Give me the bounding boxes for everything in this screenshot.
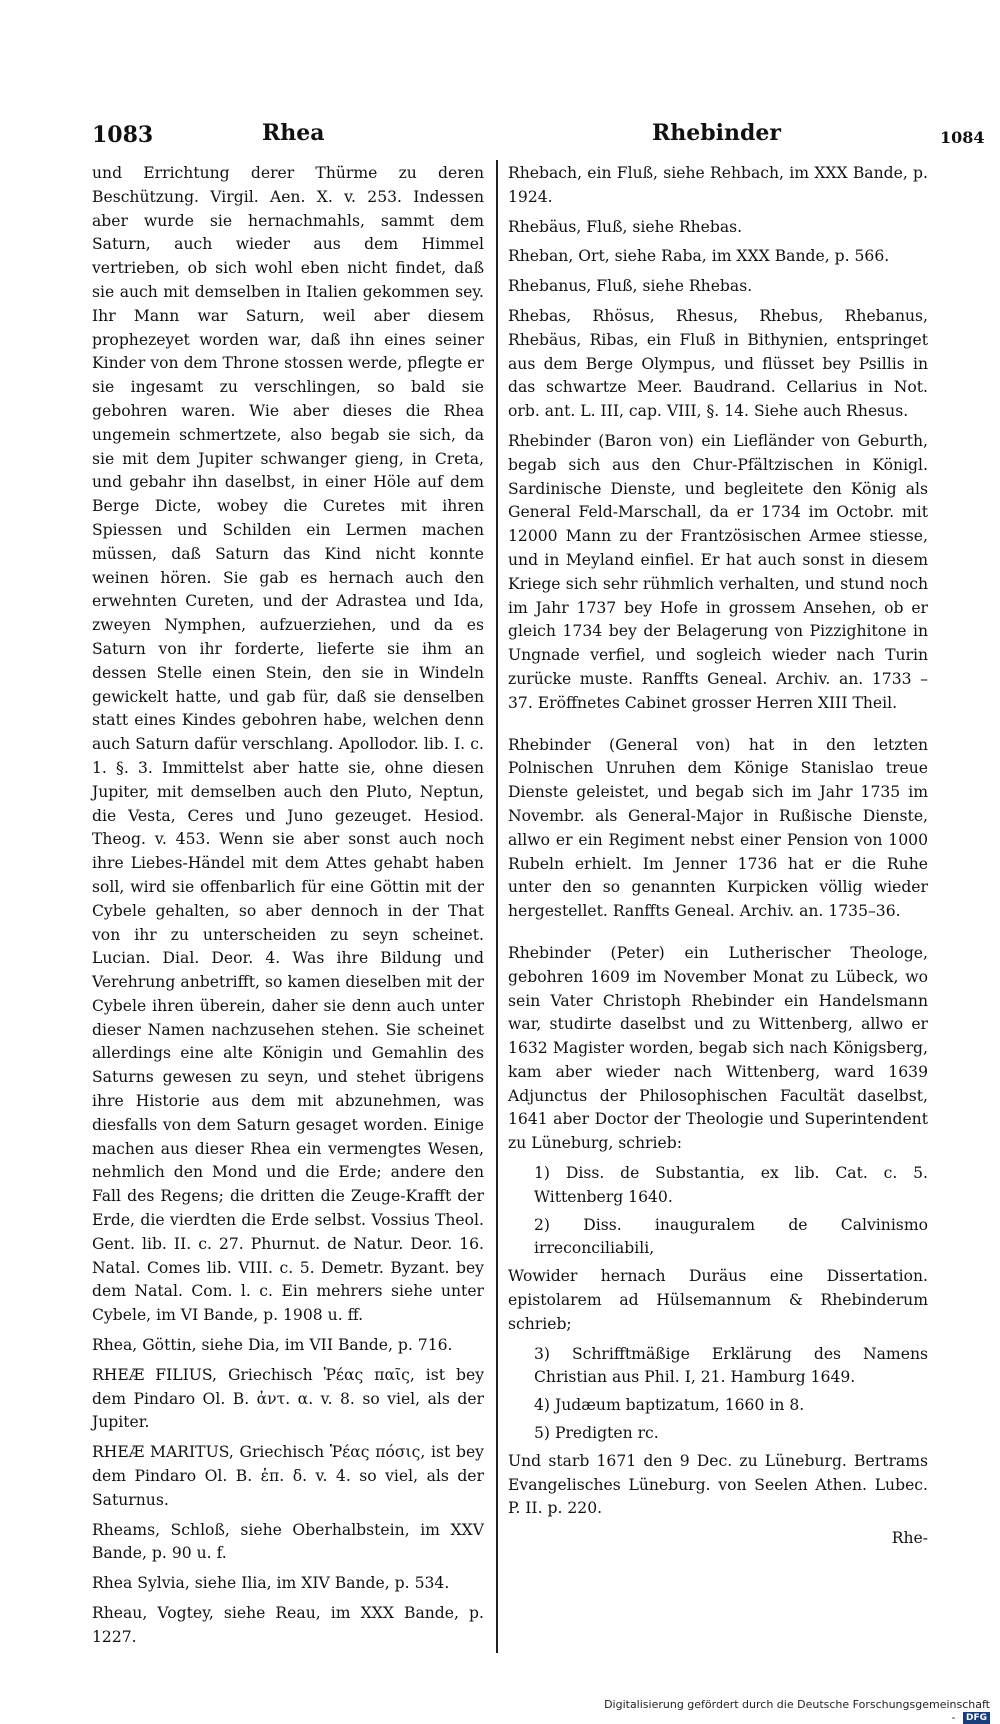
entry-rhebinder-baron: Rhebinder (Baron von) ein Liefländer von Geburth, begab sich aus den Chur-Pfältzischen in Königl. Sardinische Dienste, und begleitete den König als General Feld-Marschall, da er 1734 im Octobr. mit 12000 Mann zu der Frantzösischen Armee stiesse, und in Meyland einfiel. Er hat auch sonst in diesem Kriege sich sehr rühmlich verhalten, und stund noch im Jahr 1737 bey Hofe in grossem Ansehen, ob er gleich 1734 bey der Belagerung von Pizzighitone in Ungnade verfiel, und sogleich wieder nach Turin zurücke muste. Ranffts Geneal. Archiv. an. 1733 – 37. Eröffnetes Cabinet grosser Herren XIII Theil.: [508, 431, 928, 712]
running-headword-right: Rhebinder: [652, 120, 781, 146]
work-item-1: 1) Diss. de Substantia, ex lib. Cat. c. 5. Wittenberg 1640.: [534, 1164, 928, 1206]
work-item-2: 2) Diss. inauguralem de Calvinismo irreconciliabili,: [534, 1215, 928, 1258]
entry-closing: Und starb 1671 den 9 Dec. zu Lüneburg. Bertrams Evangelisches Lüneburg. von Seelen Athen. Lubec. P. II. p. 220.: [508, 1451, 928, 1518]
entry-rheae-filius: RHEÆ FILIUS, Griechisch Ῥέας παῖς, ist bey dem Pindaro Ol. B. ἀντ. α. v. 8. so viel, als der Jupiter.: [92, 1365, 484, 1432]
entry-rhebinder-general: Rhebinder (General von) hat in den letzten Polnischen Unruhen dem Könige Stanislao treue Dienste geleistet, und begab sich im Jahr 1735 im Novembr. als General-Major in Rußische Dienste, allwo er ein Regiment nebst einer Pension von 1000 Rubeln erhielt. Im Jenner 1736 hat er die Ruhe unter den so genannten Kurpicken völlig wieder hergestellet. Ranffts Geneal. Archiv. an. 1735–36.: [508, 735, 928, 921]
digitization-footer: [600, 1698, 990, 1724]
entry-rheams: Rheams, Schloß, siehe Oberhalbstein, im XXV Bande, p. 90 u. f.: [92, 1520, 484, 1563]
entry-rhebinder-peter: Rhebinder (Peter) ein Lutherischer Theologe, gebohren 1609 im November Monat zu Lübeck, wo sein Vater Christoph Rhebinder ein Handelsmann war, studirte daselbst und zu Wittenberg, allwo er 1632 Magister worden, begab sich nach Königsberg, kam aber wieder nach Wittenberg, ward 1639 Adjunctus der Philosophischen Facultät daselbst, 1641 aber Doctor der Theologie und Superintendent zu Lüneburg, schrieb:: [508, 943, 928, 1153]
footer-text: Digitalisierung gefördert durch die Deutsche Forschungsgemeinschaft -: [604, 1698, 990, 1724]
entry-rhea-continued: und Errichtung derer Thürme zu deren Beschützung. Virgil. Aen. X. v. 253. Indessen aber wurde sie hernachmahls, sammt dem Saturn, auch wieder aus dem Himmel vertrieben, ob sich wohl eben nicht findet, daß sie auch mit demselben in Italien gekommen sey. Ihr Mann war Saturn, weil aber diesem prophezeyet worden war, daß ihn eines seiner Kinder von dem Throne stossen werde, pflegte er sie ingesamt zu verschlingen, so bald sie gebohren waren. Wie aber dieses die Rhea ungemein schmertzete, also begab sie sich, da sie mit dem Jupiter schwanger gieng, in Creta, und gebahr ihn daselbst, in einer Höle auf dem Berge Dicte, wobey die Curetes mit ihren Spiessen und Schilden ein Lermen machen müssen, daß Saturn das Kind nicht konnte weinen hören. Sie gab es hernach auch den erwehnten Cureten, und der Adrastea und Ida, zweyen Nymphen, aufzuerziehen, und da es Saturn von ihr forderte, lieferte sie ihm an dessen Stelle einen Stein, den sie in Windeln gewickelt hatte, und gab für, daß sie denselben statt eines Kindes gebohren habe, welchen denn auch Saturn dafür verschlang. Apollodor. lib. I. c. 1. §. 3. Immittelst aber hatte sie, ohne diesen Jupiter, mit demselben auch den Pluto, Neptun, die Vesta, Ceres und Juno gezeuget. Hesiod. Theog. v. 453. Wenn sie aber sonst auch noch ihre Liebes-Händel mit dem Attes gehabt haben soll, wird sie offenbarlich für eine Göttin mit der Cybele gehalten, so aber dennoch in der That von ihr zu unterscheiden zu seyn scheinet. Lucian. Dial. Deor. 4. Was ihre Bildung und Verehrung anbetrifft, so kamen dieselben mit der Cybele ihren überein, daher sie denn auch unter dieser Namen nachzusehen stehen. Sie scheinet allerdings eine alte Königin und Gemahlin des Saturns gewesen zu seyn, und stehet übrigens ihre Historie aus dem mit abzunehmen, was diesfalls von dem Saturn gesaget worden. Einige machen aus dieser Rhea ein vermengtes Wesen, nehmlich den Mond und die Erde; andere den Fall des Regens; die dritten die Zeuge-Krafft der Erde, die vierdten die Erde selbst. Vossius Theol. Gent. lib. II. c. 27. Phurnut. de Natur. Deor. 16. Natal. Comes lib. VIII. c. 5. Demetr. Byzant. bey dem Natal. Com. l. c. Ein mehrers siehe unter Cybele, im VI Bande, p. 1908 u. ff.: [92, 164, 484, 1325]
column-divider: [496, 160, 498, 1653]
entry-rhebaeus: Rhebäus, Fluß, siehe Rhebas.: [508, 217, 743, 236]
dfg-logo: DFG: [963, 1712, 990, 1724]
work-item-3: 3) Schrifftmäßige Erklärung des Namens Christian aus Phil. I, 21. Hamburg 1649.: [534, 1344, 928, 1387]
work-item-5: 5) Predigten rc.: [534, 1424, 659, 1443]
running-headword-left: Rhea: [262, 120, 325, 146]
running-header: [0, 118, 1000, 158]
left-column: [92, 162, 484, 1656]
entry-rhebanus: Rhebanus, Fluß, siehe Rhebas.: [508, 277, 753, 296]
entry-rheau: Rheau, Vogtey, siehe Reau, im XXX Bande, p. 1227.: [92, 1604, 484, 1646]
entry-rhea-goettin: Rhea, Göttin, siehe Dia, im VII Bande, p. 716.: [92, 1336, 453, 1355]
entry-rheban: Rheban, Ort, siehe Raba, im XXX Bande, p. 566.: [508, 247, 890, 266]
right-column: [508, 162, 928, 1551]
entry-rhebas: Rhebas, Rhösus, Rhesus, Rhebus, Rhebanus, Rhebäus, Ribas, ein Fluß in Bithynien, entspringet aus dem Berge Olympus, und flüsset bey Psillis in das schwartze Meer. Baudrand. Cellarius in Not. orb. ant. L. III, cap. VIII, §. 14. Siehe auch Rhesus.: [508, 306, 928, 421]
page-number-right: 1084: [940, 128, 985, 147]
catchword: Rhe-: [891, 1529, 928, 1548]
work-item-4: 4) Judæum baptizatum, 1660 in 8.: [534, 1396, 805, 1415]
entry-rhebach: Rhebach, ein Fluß, siehe Rehbach, im XXX Bande, p. 1924.: [508, 164, 928, 206]
entry-duraeus-note: Wowider hernach Duräus eine Dissertation. epistolarem ad Hülsemannum & Rhebinderum schrieb;: [508, 1267, 928, 1333]
page-number-left: 1083: [92, 122, 154, 148]
entry-rheae-maritus: RHEÆ MARITUS, Griechisch Ῥέας πόσις, ist bey dem Pindaro Ol. B. ἐπ. δ. v. 4. so viel, als der Saturnus.: [92, 1443, 484, 1509]
entry-rhea-sylvia: Rhea Sylvia, siehe Ilia, im XIV Bande, p. 534.: [92, 1574, 450, 1593]
